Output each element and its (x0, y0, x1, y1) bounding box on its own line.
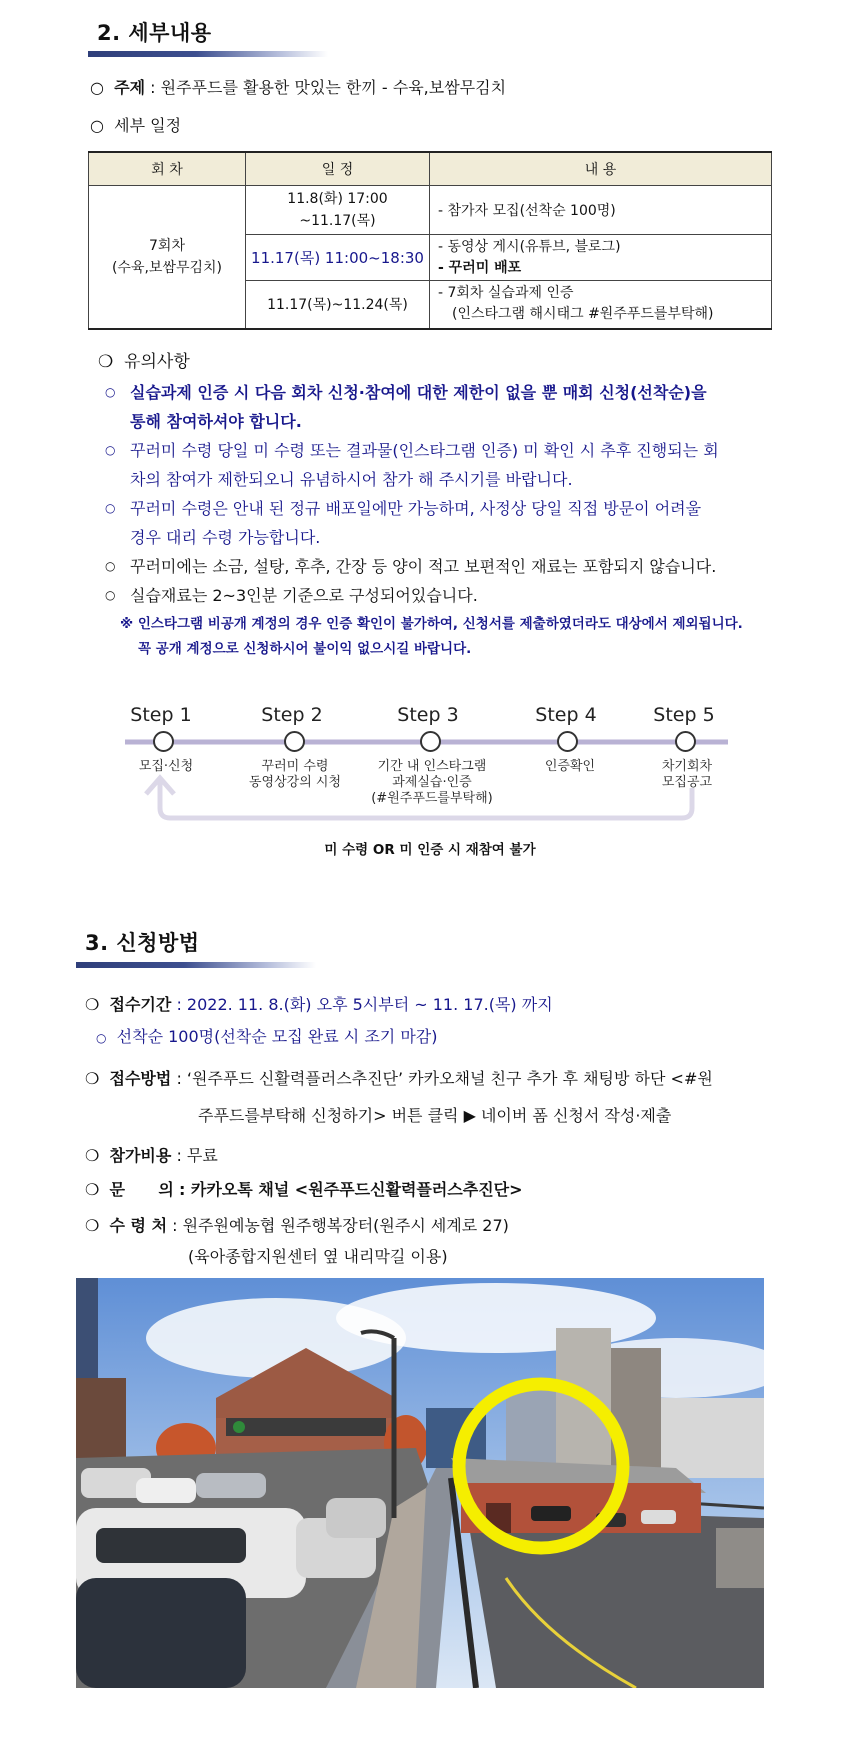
content-line: (인스타그램 해시태그 #원주푸드를부탁해) (452, 306, 714, 323)
date-line: 11.17(목) 11:00~18:30 (251, 249, 424, 267)
notice-line: 차의 참여가 제한되오니 유념하시어 참가 해 주시기를 바랍니다. (130, 470, 573, 489)
notice-line: 꾸러미 수령 당일 미 수령 또는 결과물(인스타그램 인증) 미 확인 시 추후 진행되는 회 (130, 441, 719, 460)
schedule-table (88, 151, 772, 330)
content-line: - 7회차 실습과제 인증 (438, 285, 574, 302)
table-header-row (89, 152, 772, 186)
notice-line: 꾸러미 수령은 안내 된 정규 배포일에만 가능하며, 사정상 당일 직접 방문이 어려울 (130, 499, 702, 518)
section3-title: 3. 신청방법 (85, 931, 200, 955)
inquiry-line (85, 1177, 523, 1200)
step-circle (284, 731, 305, 752)
step-circle (420, 731, 441, 752)
small-circle-icon: ○ (96, 1031, 107, 1045)
date-line: 11.8(화) 17:00 (287, 191, 388, 207)
place-text-line1: : 원주원예농협 원주행복장터(원주시 세계로 27) (172, 1216, 509, 1235)
hollow-bullet-icon: ❍ (85, 1146, 100, 1165)
header-date: 일 정 (246, 152, 430, 186)
notice-list (105, 378, 785, 610)
topic-line (90, 75, 506, 98)
topic-text: : 원주푸드를 활용한 맛있는 한끼 - 수육,보쌈무김치 (150, 78, 507, 97)
date-line: 11.17(목)~11.24(목) (267, 297, 408, 314)
step-desc: 인증확인 (544, 759, 596, 774)
content-cell (430, 186, 772, 235)
step-title: Step 5 (653, 704, 715, 726)
step-title: Step 3 (397, 704, 459, 726)
place-label: 수 령 처 (109, 1216, 168, 1235)
section2-title: 2. 세부내용 (97, 21, 212, 45)
inquiry-text: : 카카오톡 채널 <원주푸드신활력플러스추진단> (178, 1180, 523, 1199)
loop-note: 미 수령 OR 미 인증 시 재참여 불가 (324, 842, 536, 858)
round-line1: 7회차 (149, 237, 185, 254)
hollow-bullet-icon: ❍ (98, 352, 114, 372)
date-cell (246, 235, 430, 281)
step-circle (153, 731, 174, 752)
notice-item (105, 581, 785, 610)
round-cell (89, 186, 246, 329)
inquiry-label: 문 의 (109, 1180, 174, 1199)
small-circle-icon: ○ (105, 501, 116, 515)
period-sub-line (96, 1024, 438, 1047)
round-line2: (수육,보쌈무김치) (111, 259, 223, 276)
notice-line: 꾸러미에는 소금, 설탕, 후추, 간장 등 양이 적고 보편적인 재료는 포함되지 않습니다. (130, 557, 717, 576)
location-photo (76, 1278, 764, 1688)
notice-line: 실습재료는 2~3인분 기준으로 구성되어있습니다. (130, 586, 478, 605)
location-photo-illustration (76, 1278, 764, 1688)
hollow-bullet-icon: ❍ (85, 995, 100, 1014)
place-line (85, 1213, 509, 1236)
period-label: 접수기간 (109, 995, 172, 1014)
small-circle-icon: ○ (105, 385, 116, 399)
notice-item (105, 494, 785, 552)
small-circle-icon: ○ (105, 559, 116, 573)
notice-line: 실습과제 인증 시 다음 회차 신청·참여에 대한 제한이 없을 뿐 매회 신청(선착순)을 (130, 383, 707, 402)
schedule-label: 세부 일정 (114, 116, 182, 135)
date-line: ~11.17(목) (299, 213, 376, 229)
content-cell (430, 281, 772, 329)
notice-line: 경우 대리 수령 가능합니다. (130, 528, 321, 547)
period-line (85, 992, 553, 1015)
header-content: 내 용 (430, 152, 772, 186)
header-round: 회 차 (89, 152, 246, 186)
section2-title-bar (88, 51, 328, 57)
warning-line: ※ 인스타그램 비공개 계정의 경우 인증 확인이 불가하여, 신청서를 제출하였더라도 대상에서 제외됩니다. (120, 616, 743, 632)
hollow-bullet-icon: ❍ (85, 1180, 100, 1199)
step-desc: 차기회차 모집공고 (661, 759, 713, 790)
method-line (85, 1066, 713, 1089)
fee-text: : 무료 (176, 1146, 218, 1165)
method-label: 접수방법 (109, 1069, 172, 1088)
content-cell (430, 235, 772, 281)
content-line: - 동영상 게시(유튜브, 블로그) (438, 238, 621, 255)
period-sub: 선착순 100명(선착순 모집 완료 시 조기 마감) (116, 1027, 438, 1046)
step-title: Step 2 (261, 704, 323, 726)
hollow-bullet-icon: ○ (90, 116, 104, 135)
notice-line: 통해 참여하셔야 합니다. (130, 412, 302, 431)
step-circle (675, 731, 696, 752)
table-row (89, 186, 772, 235)
step-title: Step 4 (535, 704, 597, 726)
notice-item (105, 436, 785, 494)
schedule-line (90, 113, 181, 136)
notice-title-line (98, 347, 190, 372)
small-circle-icon: ○ (105, 588, 116, 602)
fee-line (85, 1143, 218, 1166)
place-text-line2: (육아종합지원센터 옆 내리막길 이용) (188, 1247, 448, 1266)
topic-label: 주제 (114, 78, 146, 97)
step-desc: 모집·신청 (138, 759, 194, 774)
notice-item (105, 378, 785, 436)
warning-line: 꼭 공개 계정으로 신청하시어 불이익 없으시길 바랍니다. (138, 641, 472, 657)
warning-note (120, 612, 790, 662)
step-circle (557, 731, 578, 752)
hollow-bullet-icon: ❍ (85, 1069, 100, 1088)
section3-title-bar (76, 962, 316, 968)
notice-item (105, 552, 785, 581)
method-text-line2: 주푸드를부탁해 신청하기> 버튼 클릭 ▶ 네이버 폼 신청서 작성·제출 (198, 1106, 672, 1125)
fee-label: 참가비용 (109, 1146, 172, 1165)
content-line: - 꾸러미 배포 (438, 259, 522, 276)
notice-title: 유의사항 (124, 352, 190, 372)
content-line: - 참가자 모집(선착순 100명) (438, 203, 616, 219)
step-desc: 기간 내 인스타그램 과제실습·인증 (#원주푸드를부탁해) (371, 759, 493, 806)
date-cell (246, 281, 430, 329)
step-desc: 꾸러미 수령 동영상강의 시청 (248, 759, 342, 790)
hollow-bullet-icon: ❍ (85, 1216, 100, 1235)
hollow-bullet-icon: ○ (90, 78, 104, 97)
small-circle-icon: ○ (105, 443, 116, 457)
date-cell (246, 186, 430, 235)
method-text-line1: : ‘원주푸드 신활력플러스추진단’ 카카오채널 친구 추가 후 채팅방 하단 <#원 (176, 1069, 713, 1088)
step-title: Step 1 (130, 704, 192, 726)
steps-timeline (0, 690, 850, 870)
period-text: : 2022. 11. 8.(화) 오후 5시부터 ~ 11. 17.(목) 까지 (176, 995, 553, 1014)
